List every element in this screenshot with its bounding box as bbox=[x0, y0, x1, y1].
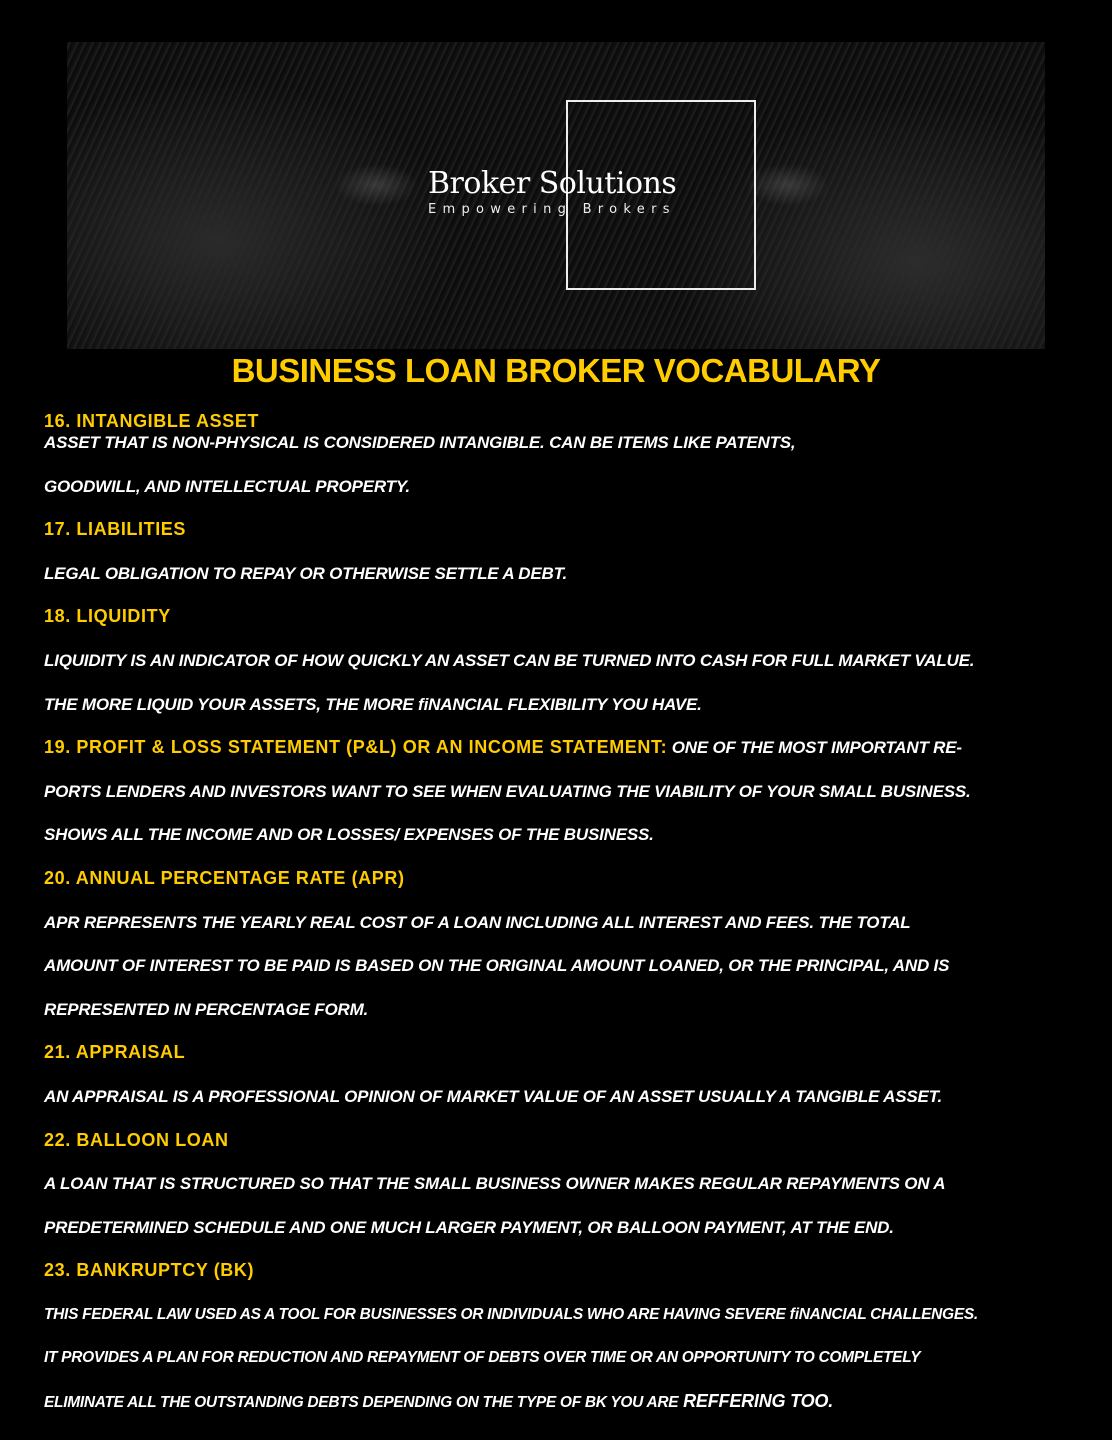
entry-text: ELIMINATE ALL THE OUTSTANDING DEBTS DEPENDING ON THE TYPE OF BK YOU ARE bbox=[44, 1394, 679, 1412]
entry-text: AN APPRAISAL IS A PROFESSIONAL OPINION OF MARKET VALUE OF AN ASSET USUALLY A TANGIBLE ASSET. bbox=[44, 1086, 943, 1106]
entry-text: LEGAL OBLIGATION TO REPAY OR OTHERWISE SETTLE A DEBT. bbox=[44, 563, 568, 583]
entry-heading: 17. LIABILITIES bbox=[44, 519, 187, 540]
entry-heading: 16. INTANGIBLE ASSET bbox=[44, 411, 260, 431]
entry-text: AMOUNT OF INTEREST TO BE PAID IS BASED ON THE ORIGINAL AMOUNT LOANED, OR THE PRINCIPAL, AND IS bbox=[44, 956, 950, 976]
entry-heading: 18. LIQUIDITY bbox=[44, 606, 171, 627]
entry-text: SHOWS ALL THE INCOME AND OR LOSSES/ EXPENSES OF THE BUSINESS. bbox=[44, 825, 654, 845]
logo-title: Broker Solutions bbox=[428, 166, 677, 201]
entry-heading: 23. BANKRUPTCY (BK) bbox=[44, 1260, 255, 1281]
entry-text: A LOAN THAT IS STRUCTURED SO THAT THE SMALL BUSINESS OWNER MAKES REGULAR REPAYMENTS ON A bbox=[44, 1174, 946, 1194]
logo-subtitle: Empowering Brokers bbox=[428, 202, 676, 217]
entry-text: LIQUIDITY IS AN INDICATOR OF HOW QUICKLY AN ASSET CAN BE TURNED INTO CASH FOR FULL MARKET VALUE. bbox=[44, 650, 975, 670]
entry-heading-line bbox=[44, 726, 1084, 770]
entry-text: PREDETERMINED SCHEDULE AND ONE MUCH LARGER PAYMENT, OR BALLOON PAYMENT, AT THE END. bbox=[44, 1217, 894, 1237]
entry-text: ASSET THAT IS NON-PHYSICAL IS CONSIDERED INTANGIBLE. CAN BE ITEMS LIKE PATENTS, bbox=[44, 433, 796, 452]
entry-text: GOODWILL, AND INTELLECTUAL PROPERTY. bbox=[44, 476, 410, 496]
entry-text: APR REPRESENTS THE YEARLY REAL COST OF A LOAN INCLUDING ALL INTEREST AND FEES. THE TOTAL bbox=[44, 912, 911, 932]
header-banner bbox=[67, 42, 1045, 349]
entry-heading: 20. ANNUAL PERCENTAGE RATE (APR) bbox=[44, 867, 405, 888]
entry-text: THIS FEDERAL LAW USED AS A TOOL FOR BUSINESSES OR INDIVIDUALS WHO ARE HAVING SEVERE ﬁNANCIAL CHALLENGES. bbox=[44, 1305, 978, 1323]
entry-text: THE MORE LIQUID YOUR ASSETS, THE MORE ﬁNANCIAL FLEXIBILITY YOU HAVE. bbox=[44, 694, 702, 714]
entry-text: ONE OF THE MOST IMPORTANT RE- bbox=[667, 738, 962, 758]
entry-text: REPRESENTED IN PERCENTAGE FORM. bbox=[44, 999, 369, 1019]
vocabulary-list bbox=[44, 399, 1084, 1424]
entry-text-line bbox=[44, 1380, 1084, 1424]
entry-heading: 19. PROFIT & LOSS STATEMENT (P&L) OR AN INCOME STATEMENT: bbox=[44, 737, 668, 758]
entry-text: IT PROVIDES A PLAN FOR REDUCTION AND REPAYMENT OF DEBTS OVER TIME OR AN OPPORTUNITY TO COMPLETELY bbox=[44, 1349, 921, 1367]
entry-heading: 21. APPRAISAL bbox=[44, 1042, 186, 1063]
entry-text: PORTS LENDERS AND INVESTORS WANT TO SEE WHEN EVALUATING THE VIABILITY OF YOUR SMALL BUSINESS. bbox=[44, 781, 971, 801]
entry-text-tail: REFFERING TOO. bbox=[678, 1391, 834, 1412]
entry-heading: 22. BALLOON LOAN bbox=[44, 1129, 229, 1150]
page-title: BUSINESS LOAN BROKER VOCABULARY bbox=[231, 352, 881, 389]
